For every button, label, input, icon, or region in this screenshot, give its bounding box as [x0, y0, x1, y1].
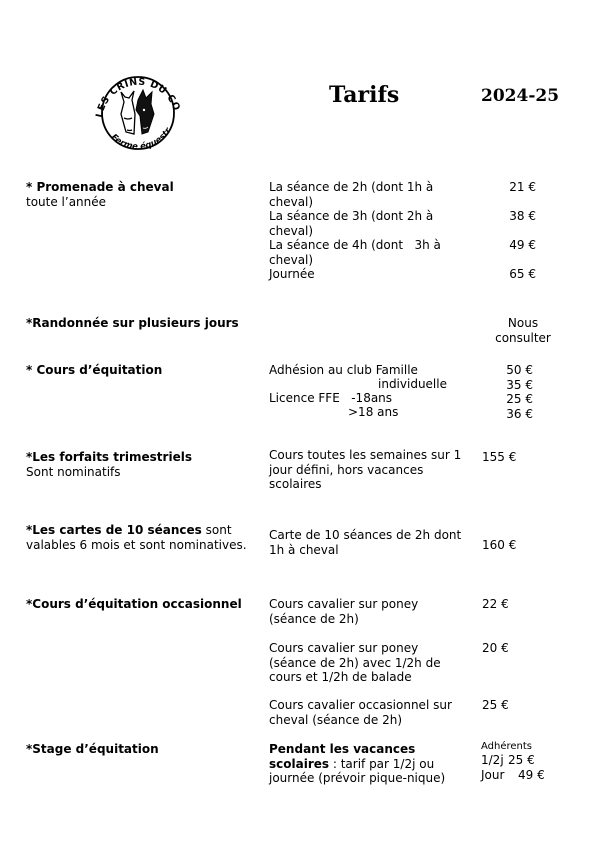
- promenade-row: La séance de 2h (dont 1h à cheval): [269, 180, 434, 209]
- promenade-row: La séance de 3h (dont 2h à cheval): [269, 209, 434, 238]
- cours-heading: * Cours d’équitation: [26, 363, 163, 377]
- page-title: Tarifs: [329, 82, 400, 108]
- horse-heads-icon: [121, 91, 135, 134]
- stage-adherents-label: Adhérents: [481, 741, 533, 752]
- occasionnel-item: Cours cavalier sur poney (séance de 2h) avec 1/2h de cours et 1/2h de balade: [269, 641, 441, 684]
- logo-arc-top-text: LES CRINS DU CO: [94, 76, 183, 119]
- forfaits-description: Cours toutes les semaines sur 1 jour défini, hors vacances scolaires: [269, 448, 462, 491]
- occasionnel-price: 20 €: [482, 641, 509, 655]
- stage-half-day: 1/2j 25 €: [481, 753, 535, 767]
- promenade-price: 38 €: [509, 209, 536, 223]
- stage-full-day: Jour 49 €: [481, 767, 545, 782]
- cours-prices: 50 € 35 € 25 € 36 €: [506, 363, 533, 421]
- logo: [88, 58, 188, 158]
- cours-adhesion-label: Adhésion au club Famille: [269, 363, 418, 377]
- promenade-price: 49 €: [509, 238, 536, 252]
- cartes-section: *Les cartes de 10 séances sont valables 6 mois et sont nominatives.: [26, 523, 266, 552]
- forfaits-price: 155 €: [482, 450, 517, 464]
- occasionnel-heading: *Cours d’équitation occasionnel: [26, 597, 242, 611]
- occasionnel-price: 25 €: [482, 698, 509, 712]
- promenade-section: [26, 180, 266, 209]
- stage-heading: *Stage d’équitation: [26, 742, 159, 756]
- cartes-description: Carte de 10 séances de 2h dont 1h à cheval: [269, 528, 462, 557]
- promenade-price: 21 €: [509, 180, 536, 194]
- cours-individuelle-label: individuelle: [378, 377, 447, 391]
- promenade-row: La séance de 4h (dont 3h à cheval): [269, 238, 441, 267]
- stage-prices: [481, 741, 561, 782]
- cours-plus18-label: >18 ans: [348, 405, 399, 419]
- season-year: 2024-25: [481, 86, 560, 106]
- cartes-heading: *Les cartes de 10 séances: [26, 523, 202, 537]
- occasionnel-item: Cours cavalier occasionnel sur cheval (séance de 2h): [269, 698, 452, 727]
- forfaits-section: [26, 450, 192, 479]
- promenade-sub: toute l’année: [26, 194, 107, 209]
- svg-text:LES CRINS DU COL: [88, 58, 182, 119]
- cours-licence-label: Licence FFE -18ans: [269, 391, 393, 405]
- randonnee-price: Nous consulter: [495, 316, 551, 345]
- occasionnel-price: 22 €: [482, 597, 509, 611]
- cartes-sub: valables 6 mois et sont nominatives.: [26, 537, 247, 552]
- forfaits-heading: *Les forfaits trimestriels: [26, 450, 192, 464]
- promenade-options: [269, 180, 469, 282]
- promenade-price: 65 €: [509, 267, 536, 281]
- forfaits-sub: Sont nominatifs: [26, 464, 121, 479]
- promenade-heading: * Promenade à cheval: [26, 180, 174, 194]
- randonnee-heading: *Randonnée sur plusieurs jours: [26, 316, 239, 330]
- promenade-row: Journée: [269, 267, 315, 281]
- horse-logo-graphic: [88, 58, 188, 158]
- cartes-price: 160 €: [482, 538, 517, 552]
- occasionnel-item: Cours cavalier sur poney (séance de 2h): [269, 597, 419, 626]
- stage-description: Pendant les vacances scolaires : tarif par 1/2j ou journée (prévoir pique-nique): [269, 742, 446, 785]
- logo-arc-bottom-text: Ferme équestr: [108, 126, 174, 153]
- horse-dark-head-icon: [136, 90, 154, 134]
